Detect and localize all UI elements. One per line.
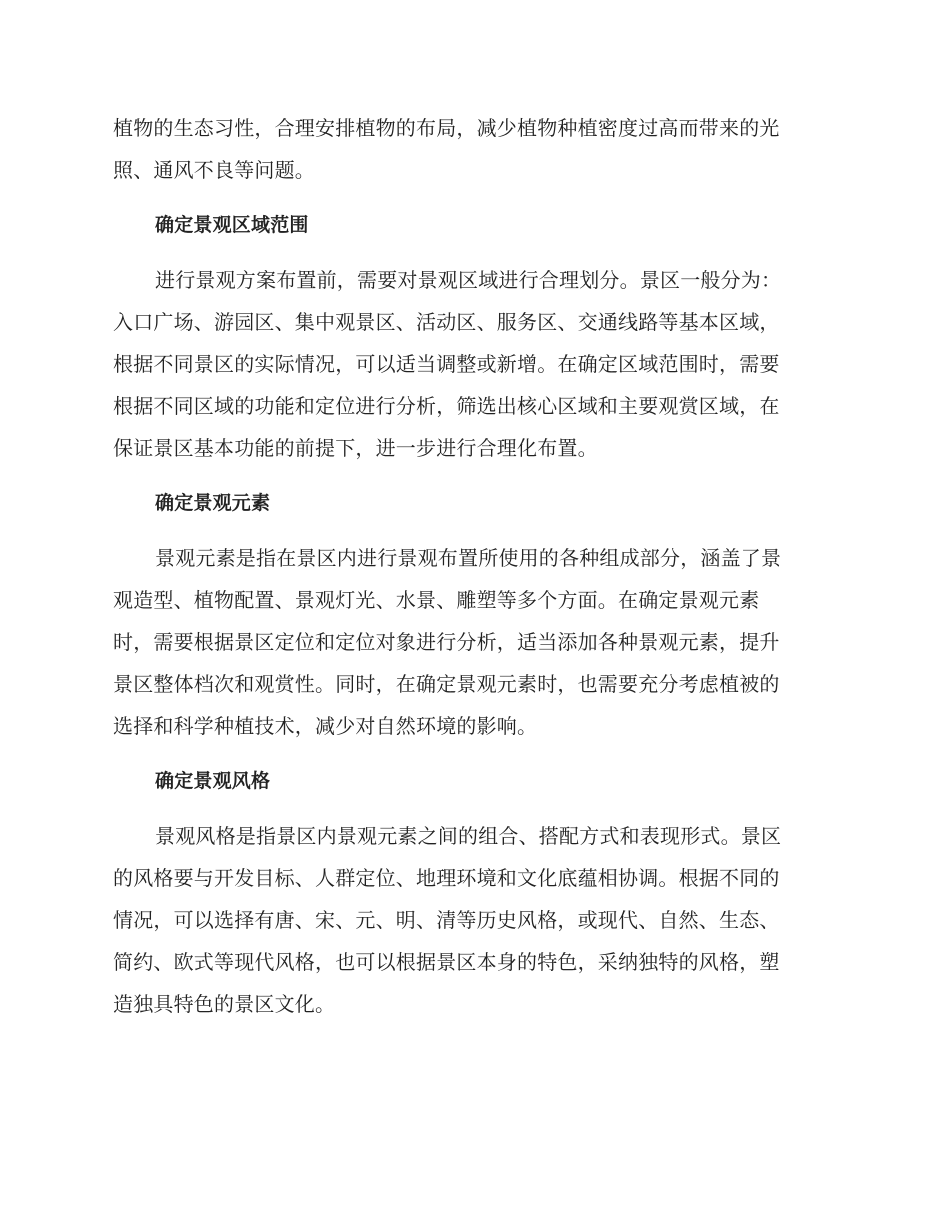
paragraph-line: 时，需要根据景区定位和定位对象进行分析，适当添加各种景观元素，提升 <box>113 630 780 654</box>
paragraph-line: 入口广场、游园区、集中观景区、活动区、服务区、交通线路等基本区域， <box>113 310 780 334</box>
paragraph-line: 选择和科学种植技术，减少对自然环境的影响。 <box>113 714 538 738</box>
section-heading-region-scope: 确定景观区域范围 <box>155 214 309 236</box>
paragraph-line: 景区整体档次和观赏性。同时，在确定景观元素时，也需要充分考虑植被的 <box>113 672 780 696</box>
paragraph-region-scope <box>113 259 838 469</box>
paragraph-line: 照、通风不良等问题。 <box>113 158 315 182</box>
paragraph-line: 景观元素是指在景区内进行景观布置所使用的各种组成部分，涵盖了景 <box>155 546 782 570</box>
paragraph-line: 根据不同区域的功能和定位进行分析，筛选出核心区域和主要观赏区域，在 <box>113 394 780 418</box>
paragraph-line: 景观风格是指景区内景观元素之间的组合、搭配方式和表现形式。景区 <box>155 824 782 848</box>
paragraph-line: 造独具特色的景区文化。 <box>113 992 336 1016</box>
section-heading-landscape-elements: 确定景观元素 <box>155 492 271 514</box>
paragraph-line: 根据不同景区的实际情况，可以适当调整或新增。在确定区域范围时，需要 <box>113 352 780 376</box>
paragraph-line: 进行景观方案布置前，需要对景观区域进行合理划分。景区一般分为： <box>155 268 782 292</box>
paragraph-line: 植物的生态习性，合理安排植物的布局，减少植物种植密度过高而带来的光 <box>113 116 780 140</box>
paragraph-line: 保证景区基本功能的前提下，进一步进行合理化布置。 <box>113 436 598 460</box>
paragraph-line: 情况，可以选择有唐、宋、元、明、清等历史风格，或现代、自然、生态、 <box>113 908 780 932</box>
paragraph-line: 观造型、植物配置、景观灯光、水景、雕塑等多个方面。在确定景观元素 <box>113 588 760 612</box>
paragraph-landscape-elements <box>113 537 838 747</box>
paragraph-line: 简约、欧式等现代风格，也可以根据景区本身的特色，采纳独特的风格，塑 <box>113 950 780 974</box>
paragraph-continuation <box>113 107 838 191</box>
document-page <box>113 107 838 1025</box>
section-heading-landscape-style: 确定景观风格 <box>155 770 271 792</box>
paragraph-landscape-style <box>113 815 838 1025</box>
paragraph-line: 的风格要与开发目标、人群定位、地理环境和文化底蕴相协调。根据不同的 <box>113 866 780 890</box>
